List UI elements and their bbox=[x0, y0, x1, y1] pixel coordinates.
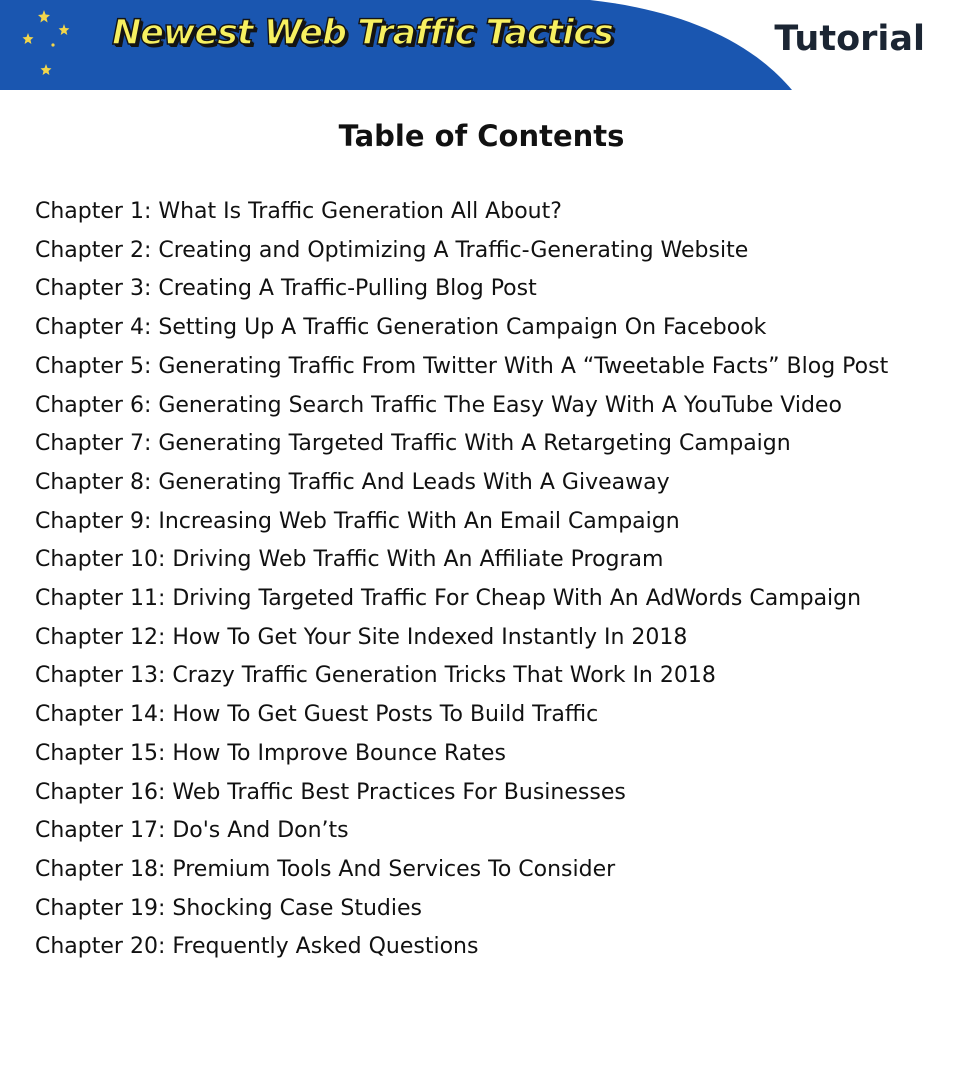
toc-item-chapter-3: Chapter 3: Creating A Traffic-Pulling Blog Post bbox=[35, 276, 537, 302]
toc-item-chapter-8: Chapter 8: Generating Traffic And Leads With A Giveaway bbox=[35, 469, 670, 495]
toc-item-chapter-19: Chapter 19: Shocking Case Studies bbox=[35, 895, 423, 921]
toc-item-chapter-2: Chapter 2: Creating and Optimizing A Traffic-Generating Website bbox=[35, 237, 749, 263]
toc-item-chapter-5: Chapter 5: Generating Traffic From Twitter With A “Tweetable Facts” Blog Post bbox=[35, 353, 889, 379]
toc-heading: Table of Contents bbox=[338, 119, 625, 153]
toc-item-chapter-17: Chapter 17: Do's And Don’ts bbox=[35, 818, 349, 844]
toc-item-chapter-12: Chapter 12: How To Get Your Site Indexed Instantly In 2018 bbox=[35, 624, 688, 650]
toc-item-chapter-10: Chapter 10: Driving Web Traffic With An Affiliate Program bbox=[35, 547, 664, 573]
toc-item-chapter-13: Chapter 13: Crazy Traffic Generation Tricks That Work In 2018 bbox=[35, 663, 716, 689]
toc-item-chapter-1: Chapter 1: What Is Traffic Generation All About? bbox=[35, 199, 562, 224]
toc-item-chapter-14: Chapter 14: How To Get Guest Posts To Build Traffic bbox=[35, 702, 599, 728]
banner-title: Newest Web Traffic Tactics bbox=[112, 13, 613, 53]
toc-list bbox=[35, 193, 925, 967]
toc-item-chapter-20: Chapter 20: Frequently Asked Questions bbox=[35, 934, 479, 960]
toc-item-chapter-4: Chapter 4: Setting Up A Traffic Generation Campaign On Facebook bbox=[35, 315, 767, 341]
tutorial-badge: Tutorial bbox=[774, 19, 925, 59]
toc-item-chapter-16: Chapter 16: Web Traffic Best Practices For Businesses bbox=[35, 779, 626, 805]
star-dot-icon bbox=[51, 43, 54, 46]
toc-item-chapter-18: Chapter 18: Premium Tools And Services To Consider bbox=[35, 856, 616, 882]
toc-item-chapter-11: Chapter 11: Driving Targeted Traffic For Cheap With An AdWords Campaign bbox=[35, 586, 862, 612]
toc-item-chapter-9: Chapter 9: Increasing Web Traffic With An Email Campaign bbox=[35, 508, 680, 534]
toc-item-chapter-15: Chapter 15: How To Improve Bounce Rates bbox=[35, 740, 506, 766]
header-banner bbox=[0, 0, 963, 90]
toc-item-chapter-7: Chapter 7: Generating Targeted Traffic With A Retargeting Campaign bbox=[35, 431, 791, 457]
toc-item-chapter-6: Chapter 6: Generating Search Traffic The Easy Way With A YouTube Video bbox=[35, 392, 842, 418]
